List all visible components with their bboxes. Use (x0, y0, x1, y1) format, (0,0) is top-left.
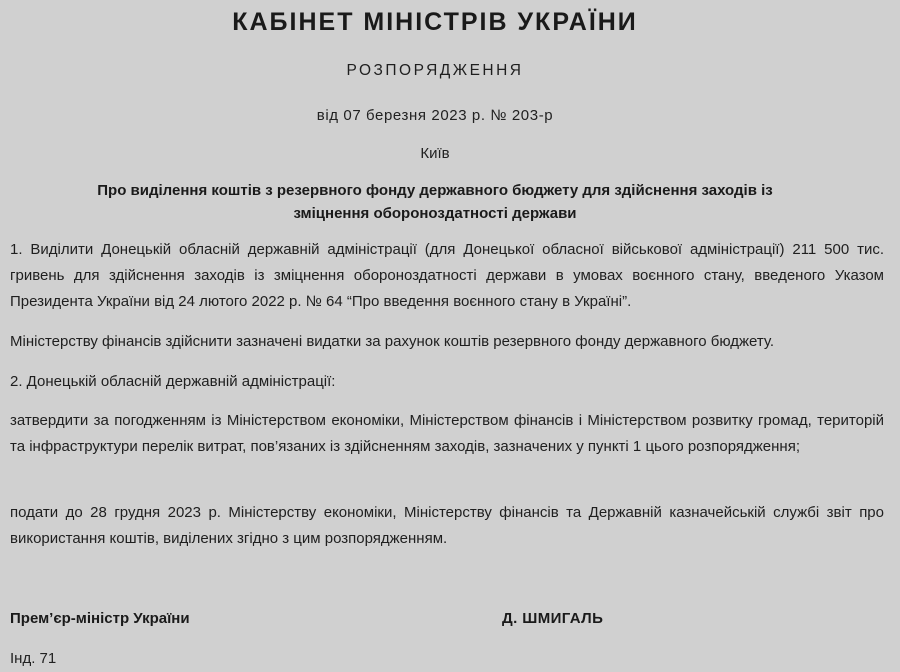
city-name: Київ (420, 145, 450, 162)
document-type: РОЗПОРЯДЖЕННЯ (346, 62, 524, 79)
signatory-title: Прем’єр-міністр України (10, 610, 190, 627)
document-subject: Про виділення коштів з резервного фонду державного бюджету для здійснення заходів із зміцнення обороноздатності держави (97, 182, 773, 222)
paragraph-5: подати до 28 грудня 2023 р. Міністерству економіки, Міністерству фінансів та Державній казначейській службі звіт про використання коштів, виділених згідно з цим розпорядженням. (10, 504, 884, 547)
paragraph-2: Міністерству фінансів здійснити зазначені видатки за рахунок коштів резервного фонду державного бюджету. (10, 333, 775, 350)
organization-title: КАБІНЕТ МІНІСТРІВ УКРАЇНИ (232, 8, 638, 36)
paragraph-1: 1. Виділити Донецькій обласній державній адміністрації (для Донецької обласної військової адміністрації) 211 500 тис. гривень для здійснення заходів із зміцнення обороноздатності держави в умовах воєнного стану, введеного Указом Президента України від 24 лютого 2022 р. № 64 “Про введення воєнного стану в Україні”. (10, 241, 884, 310)
document-index: Інд. 71 (10, 650, 57, 667)
paragraph-3: 2. Донецькій обласній державній адміністрації: (10, 373, 336, 390)
paragraph-4: затвердити за погодженням із Міністерством економіки, Міністерством фінансів і Міністерством розвитку громад, територій та інфраструктури перелік витрат, пов’язаних із здійсненням заходів, зазначених у пункті 1 цього розпорядження; (10, 412, 884, 455)
date-number-line: від 07 березня 2023 р. № 203-р (316, 107, 554, 124)
signatory-name: Д. ШМИГАЛЬ (502, 610, 604, 627)
